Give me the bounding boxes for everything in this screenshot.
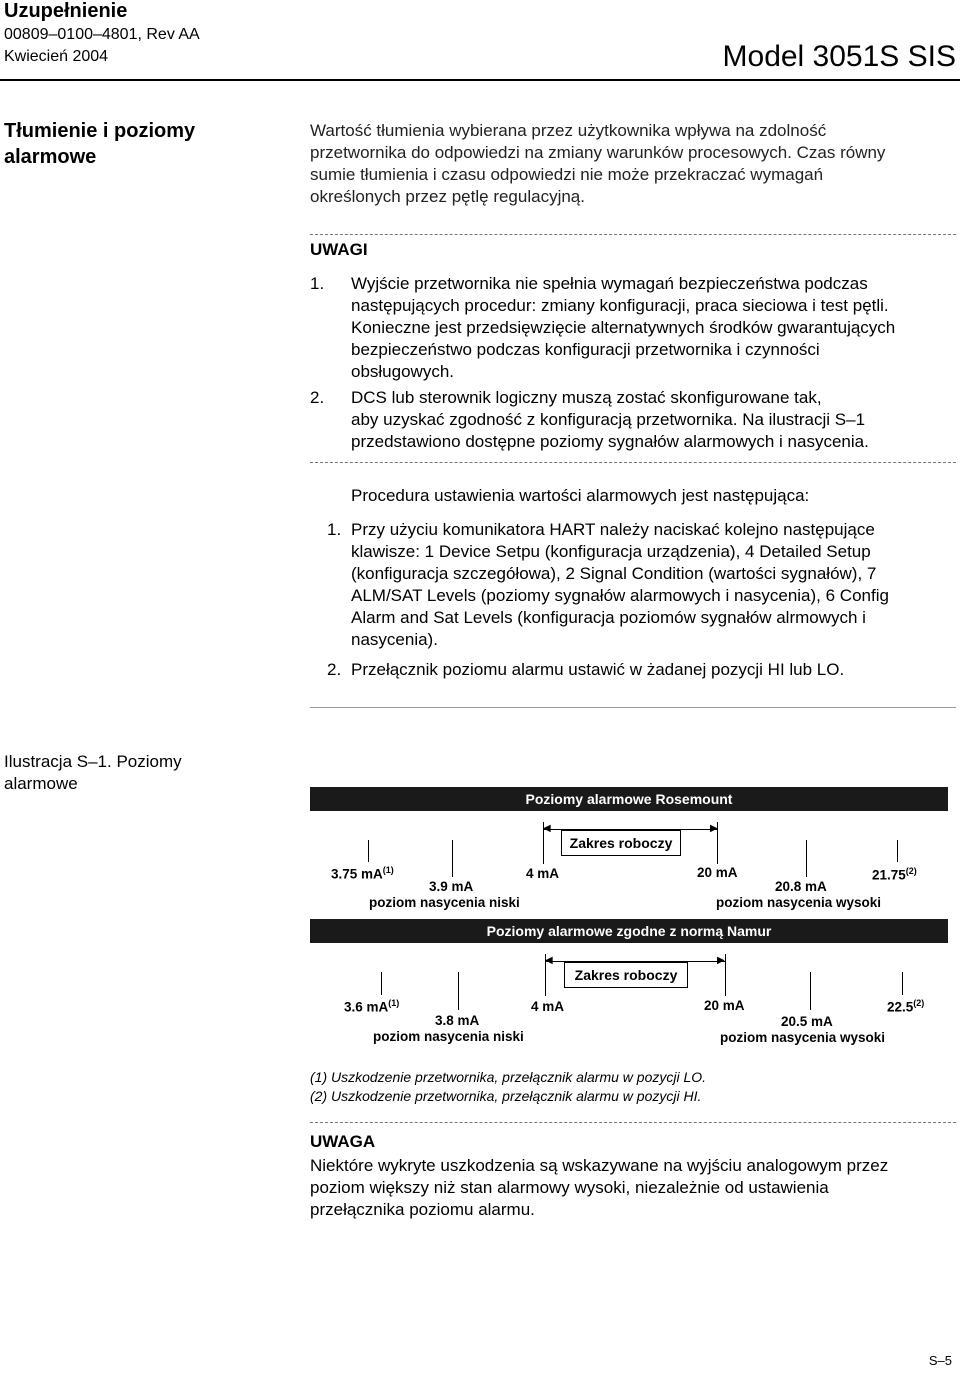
section-label: Uzupełnienie [4, 0, 128, 22]
namur-band: Poziomy alarmowe zgodne z normą Namur [310, 919, 948, 943]
namur-zone-box: Zakres roboczy [564, 962, 688, 988]
tick [902, 972, 903, 995]
tick [545, 954, 546, 996]
tick [458, 972, 459, 1010]
doc-number: 00809–0100–4801, Rev AA [4, 26, 200, 43]
namur-low-sat-label: poziom nasycenia niski [373, 1029, 524, 1044]
doc-date: Kwiecień 2004 [4, 48, 109, 65]
namur-low-alarm: 3.6 $mA^{(1)}$ [344, 998, 400, 1015]
step-1: 1. Przy użyciu komunikatora HART należy naciskać kolejno następujące klawisze: 1 Device Setpu (konfiguracja urządzenia), 4 Detailed Setup (konfiguracja szczegółowa), 2 Signal Condition (wartości sygnałów), 7 ALM/SAT Levels (poziomy sygnałów alarmowych i nasycenia), 6 Config Alarm and Sat Levels (konfiguracja poziomów sygnałów alrmowych i nasycenia). [327, 520, 889, 649]
namur-max: 20 mA [704, 998, 745, 1013]
tick [717, 822, 718, 864]
note-heading: UWAGA [310, 1132, 376, 1151]
tick [368, 840, 369, 862]
tick [806, 840, 807, 877]
note-rule [310, 1122, 956, 1123]
tick [452, 840, 453, 877]
notes-heading: UWAGI [310, 240, 368, 259]
footnote-1: (1) Uszkodzenie przetwornika, przełącznik alarmu w pozycji LO. [310, 1069, 707, 1085]
rosemount-zone-box: Zakres roboczy [561, 830, 681, 856]
rosemount-min: 4 mA [526, 866, 560, 881]
page-number: S–5 [928, 1353, 952, 1368]
step-2: 2. Przełącznik poziomu alarmu ustawić w żadanej pozycji HI lub LO. [327, 660, 845, 679]
note-text: Niektóre wykryte uszkodzenia są wskazywane na wyjściu analogowym przez poziom większy niż stan alarmowy wysoki, niezależnie od ustawienia przełącznika poziomu alarmu. [310, 1156, 889, 1219]
rosemount-high-sat: 20.8 mA [775, 879, 827, 894]
tick [810, 972, 811, 1010]
rosemount-low-alarm: 3.75 $mA^{(1)}$ [331, 865, 394, 882]
tick [381, 972, 382, 995]
rosemount-band: Poziomy alarmowe Rosemount [310, 787, 948, 811]
section-title: Tłumienie i poziomy alarmowe [4, 120, 196, 168]
figure-rule [310, 707, 956, 708]
rosemount-max: 20 mA [697, 865, 738, 880]
namur-high-alarm: 22.5$^{(2)}$ [887, 998, 925, 1015]
namur-high-sat: 20.5 mA [781, 1014, 833, 1029]
rosemount-low-sat-label: poziom nasycenia niski [369, 895, 520, 910]
intro-paragraph: Wartość tłumienia wybierana przez użytkownika wpływa na zdolność przetwornika do odpowiedzi na zmiany warunków procesowych. Czas równy sumie tłumienia i czasu odpowiedzi nie może przekraczać wymagań określonych przez pętlę regulacyjną. [310, 121, 886, 206]
figure-caption: Ilustracja S–1. Poziomy alarmowe [4, 752, 182, 793]
arrow-right-icon: ▶ [717, 955, 725, 966]
footnote-2: (2) Uszkodzenie przetwornika, przełącznik alarmu w pozycji HI. [310, 1088, 702, 1104]
header-rule [0, 79, 960, 81]
rosemount-high-sat-label: poziom nasycenia wysoki [716, 895, 882, 910]
arrow-left-icon: ◀ [543, 823, 551, 834]
rosemount-high-alarm: 21.75$^{(2)}$ [872, 866, 917, 883]
namur-high-sat-label: poziom nasycenia wysoki [720, 1030, 886, 1045]
procedure-intro: Procedura ustawienia wartości alarmowych jest następująca: [351, 486, 810, 505]
namur-min: 4 mA [531, 999, 565, 1014]
tick [543, 822, 544, 864]
notes-rule [310, 234, 956, 235]
note-2: 2. DCS lub sterownik logiczny muszą zostać skonfigurowane tak, aby uzyskać zgodność z konfiguracją przetwornika. Na ilustracji S–1 przedstawiono dostępne poziomy sygnałów alarmowych i nasycenia. [310, 388, 869, 451]
note-1: 1. Wyjście przetwornika nie spełnia wymagań bezpieczeństwa podczas następujących procedur: zmiany konfiguracji, praca sieciowa i test pętli. Konieczne jest przedsięwzięcie alternatywnych środków gwarantujących bezpieczeństwo podczas konfiguracji przetwornika i czynności obsługowych. [310, 274, 896, 381]
arrow-right-icon: ▶ [710, 823, 718, 834]
namur-low-sat: 3.8 mA [435, 1013, 480, 1028]
tick [725, 954, 726, 996]
model-title: Model 3051S SIS [722, 40, 956, 73]
rosemount-low-sat: 3.9 mA [429, 879, 474, 894]
tick [897, 840, 898, 862]
arrow-left-icon: ◀ [545, 955, 553, 966]
notes-end-rule [310, 462, 956, 463]
